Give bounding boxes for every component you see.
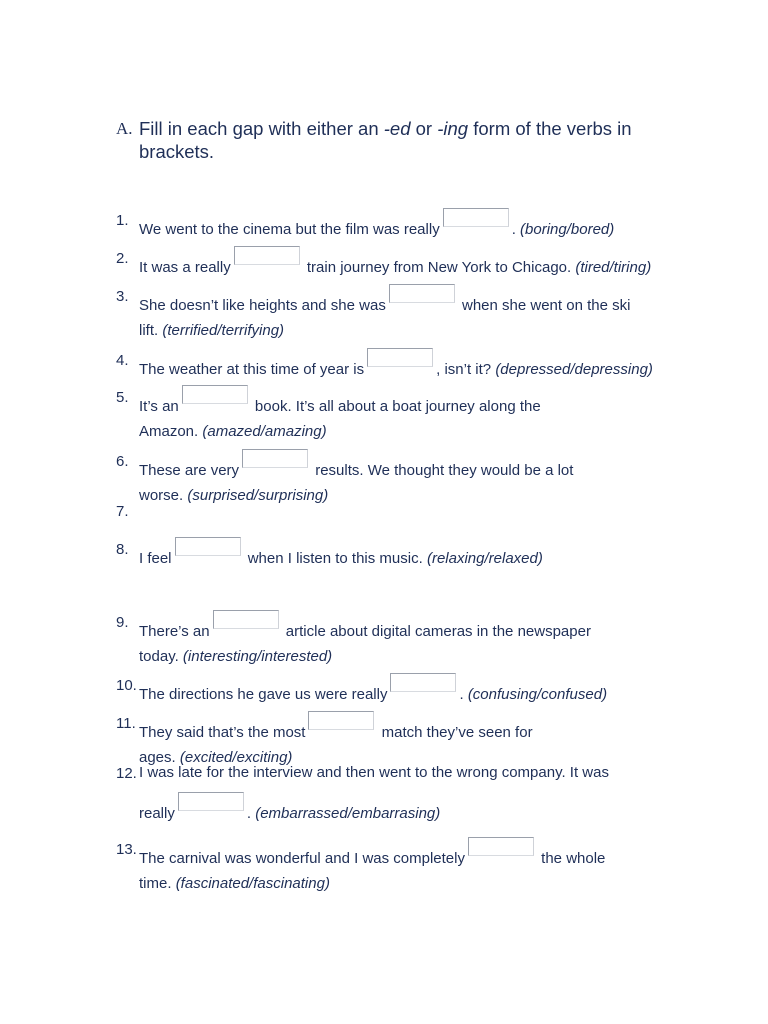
- answer-field[interactable]: [178, 792, 244, 811]
- answer-field[interactable]: [443, 208, 509, 227]
- question-text: match they’ve seen for: [381, 724, 533, 741]
- question-number: 7.: [116, 503, 129, 520]
- verb-hint: (relaxing/relaxed): [426, 550, 543, 567]
- answer-field[interactable]: [234, 246, 300, 265]
- question-text: time.: [139, 875, 172, 892]
- verb-hint: (boring/bored): [520, 221, 615, 238]
- answer-field[interactable]: [468, 837, 534, 856]
- verb-hint: (confusing/confused): [467, 686, 608, 703]
- question-number: 9.: [116, 614, 129, 631]
- verb-hint: (tired/tiring): [575, 259, 652, 276]
- question-text: train journey from New York to Chicago.: [306, 259, 572, 276]
- question-text: The carnival was wonderful and I was completely: [139, 850, 465, 867]
- question-text: The directions he gave us were really: [139, 686, 388, 703]
- question-text: I feel: [139, 550, 172, 567]
- question-text: book. It’s all about a boat journey along the: [254, 398, 541, 415]
- question-number: 5.: [116, 389, 129, 406]
- question-text: lift.: [139, 322, 159, 339]
- answer-field[interactable]: [367, 348, 433, 367]
- question-text: There’s an: [139, 623, 210, 640]
- answer-field[interactable]: [242, 449, 308, 468]
- verb-hint: (interesting/interested): [182, 648, 333, 665]
- question-text: article about digital cameras in the newspaper: [285, 623, 591, 640]
- question-text: Amazon.: [139, 423, 199, 440]
- verb-hint: (amazed/amazing): [202, 423, 327, 440]
- verb-hint: (excited/exciting): [179, 749, 293, 766]
- question-text: These are very: [139, 462, 240, 479]
- question-text: It was a really: [139, 259, 231, 276]
- question-text: results. We thought they would be a lot: [315, 462, 574, 479]
- question-text: The weather at this time of year is: [139, 361, 365, 378]
- question-number: 2.: [116, 250, 129, 267]
- verb-hint: (fascinated/fascinating): [175, 875, 330, 892]
- verb-hint: (terrified/terrifying): [162, 322, 285, 339]
- question-text: .: [459, 686, 464, 703]
- question-text: when I listen to this music.: [247, 550, 423, 567]
- question-number: 10.: [116, 677, 137, 694]
- question-number: 11.: [116, 715, 136, 732]
- answer-field[interactable]: [389, 284, 455, 303]
- answer-field[interactable]: [390, 673, 456, 692]
- question-number: 3.: [116, 288, 129, 305]
- question-text: .: [246, 805, 252, 822]
- answer-field[interactable]: [182, 385, 248, 404]
- question-text: today.: [139, 648, 179, 665]
- question-text: .: [511, 221, 516, 238]
- verb-hint: (embarrassed/embarrasing): [255, 805, 441, 822]
- answer-field[interactable]: [308, 711, 374, 730]
- question-number: 4.: [116, 352, 129, 369]
- question-text: worse.: [139, 487, 184, 504]
- question-text: ages.: [139, 749, 176, 766]
- question-text: I was late for the interview and then went to the wrong company. It was: [139, 764, 609, 781]
- verb-hint: (surprised/surprising): [187, 487, 329, 504]
- question-text: when she went on the ski: [462, 297, 631, 314]
- question-text: the whole: [541, 850, 606, 867]
- question-number: 8.: [116, 541, 129, 558]
- verb-hint: (depressed/depressing): [495, 361, 653, 378]
- question-number: 1.: [116, 212, 129, 229]
- question-number: 6.: [116, 453, 129, 470]
- question-number: 13.: [116, 841, 137, 858]
- question-number: 12.: [116, 765, 137, 782]
- answer-field[interactable]: [213, 610, 279, 629]
- question-text: They said that’s the most: [139, 724, 306, 741]
- question-text: , isn’t it?: [436, 361, 492, 378]
- question-text: She doesn’t like heights and she was: [139, 297, 386, 314]
- question-text: It’s an: [139, 398, 179, 415]
- answer-field[interactable]: [175, 537, 241, 556]
- question-text: really: [139, 805, 175, 822]
- section-letter: A.: [116, 119, 133, 138]
- section-instructions: Fill in each gap with either an -ed or -ing form of the verbs in brackets.: [139, 118, 632, 162]
- question-text: We went to the cinema but the film was really: [139, 221, 440, 238]
